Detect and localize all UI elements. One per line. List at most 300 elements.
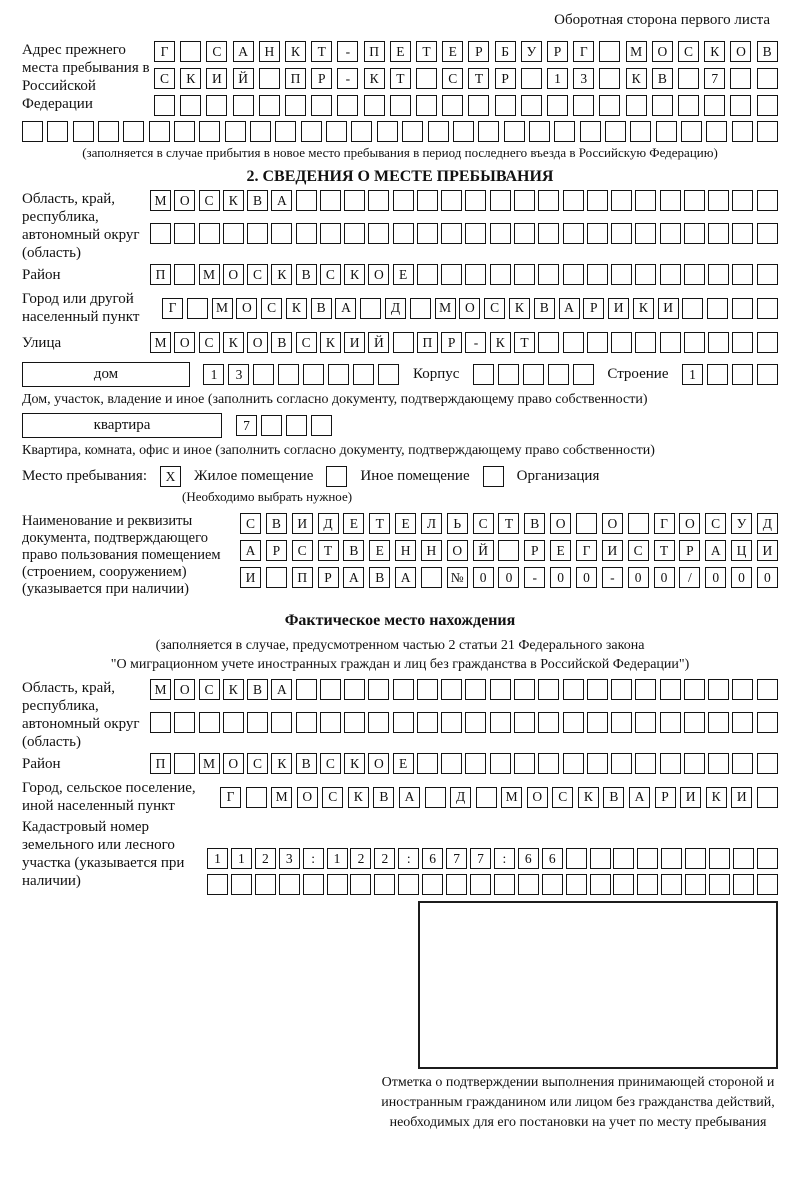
char-box[interactable]: 0: [731, 567, 752, 588]
char-box[interactable]: [351, 121, 372, 142]
char-box[interactable]: [470, 874, 491, 895]
char-box[interactable]: [417, 679, 438, 700]
char-box[interactable]: К: [344, 264, 365, 285]
char-box[interactable]: 1: [207, 848, 228, 869]
char-box[interactable]: [684, 332, 705, 353]
char-box[interactable]: [757, 95, 778, 116]
checkbox[interactable]: X: [160, 466, 181, 487]
char-box[interactable]: [590, 848, 611, 869]
char-box[interactable]: [247, 223, 268, 244]
char-box[interactable]: [250, 121, 271, 142]
char-box[interactable]: [425, 787, 446, 808]
char-box[interactable]: С: [154, 68, 175, 89]
char-box[interactable]: [441, 264, 462, 285]
char-box[interactable]: [732, 298, 753, 319]
char-box[interactable]: С: [322, 787, 343, 808]
char-box[interactable]: О: [247, 332, 268, 353]
char-box[interactable]: [635, 712, 656, 733]
char-box[interactable]: [587, 679, 608, 700]
char-box[interactable]: [576, 513, 597, 534]
char-box[interactable]: [563, 190, 584, 211]
char-box[interactable]: [123, 121, 144, 142]
char-box[interactable]: [393, 332, 414, 353]
char-box[interactable]: В: [266, 513, 287, 534]
char-box[interactable]: [154, 95, 175, 116]
char-box[interactable]: А: [240, 540, 261, 561]
char-box[interactable]: [706, 121, 727, 142]
char-box[interactable]: И: [757, 540, 778, 561]
char-box[interactable]: [613, 874, 634, 895]
char-box[interactable]: К: [704, 41, 725, 62]
char-box[interactable]: О: [652, 41, 673, 62]
char-box[interactable]: [580, 121, 601, 142]
char-box[interactable]: [605, 121, 626, 142]
char-box[interactable]: [465, 264, 486, 285]
char-box[interactable]: [635, 264, 656, 285]
char-box[interactable]: [337, 95, 358, 116]
char-box[interactable]: К: [706, 787, 727, 808]
char-box[interactable]: К: [271, 264, 292, 285]
char-box[interactable]: К: [364, 68, 385, 89]
char-box[interactable]: [732, 332, 753, 353]
char-box[interactable]: У: [521, 41, 542, 62]
char-box[interactable]: К: [271, 753, 292, 774]
char-box[interactable]: [660, 223, 681, 244]
char-box[interactable]: [635, 190, 656, 211]
char-box[interactable]: Д: [318, 513, 339, 534]
char-box[interactable]: 1: [203, 364, 224, 385]
char-box[interactable]: [611, 264, 632, 285]
char-box[interactable]: С: [199, 190, 220, 211]
char-box[interactable]: [626, 95, 647, 116]
char-box[interactable]: [563, 223, 584, 244]
char-box[interactable]: О: [459, 298, 480, 319]
char-box[interactable]: С: [473, 513, 494, 534]
char-box[interactable]: [504, 121, 525, 142]
char-box[interactable]: [368, 190, 389, 211]
char-box[interactable]: Р: [266, 540, 287, 561]
char-box[interactable]: [514, 753, 535, 774]
char-box[interactable]: [320, 679, 341, 700]
char-box[interactable]: К: [286, 298, 307, 319]
char-box[interactable]: [681, 121, 702, 142]
char-box[interactable]: [490, 190, 511, 211]
char-box[interactable]: [708, 223, 729, 244]
char-box[interactable]: [199, 712, 220, 733]
char-box[interactable]: А: [705, 540, 726, 561]
char-box[interactable]: [393, 190, 414, 211]
char-box[interactable]: К: [223, 332, 244, 353]
char-box[interactable]: [446, 874, 467, 895]
char-box[interactable]: [684, 190, 705, 211]
char-box[interactable]: [563, 712, 584, 733]
char-box[interactable]: [613, 848, 634, 869]
char-box[interactable]: О: [236, 298, 257, 319]
char-box[interactable]: К: [285, 41, 306, 62]
char-box[interactable]: [757, 264, 778, 285]
char-box[interactable]: [174, 223, 195, 244]
char-box[interactable]: -: [524, 567, 545, 588]
char-box[interactable]: [587, 223, 608, 244]
char-box[interactable]: Й: [368, 332, 389, 353]
char-box[interactable]: [757, 874, 778, 895]
char-box[interactable]: [757, 712, 778, 733]
char-box[interactable]: [529, 121, 550, 142]
char-box[interactable]: Р: [547, 41, 568, 62]
char-box[interactable]: [682, 298, 703, 319]
char-box[interactable]: Т: [369, 513, 390, 534]
char-box[interactable]: [707, 364, 728, 385]
char-box[interactable]: [661, 848, 682, 869]
char-box[interactable]: [538, 679, 559, 700]
char-box[interactable]: 0: [757, 567, 778, 588]
char-box[interactable]: [259, 95, 280, 116]
char-box[interactable]: 1: [547, 68, 568, 89]
char-box[interactable]: С: [678, 41, 699, 62]
char-box[interactable]: [441, 223, 462, 244]
char-box[interactable]: Т: [468, 68, 489, 89]
char-box[interactable]: [320, 223, 341, 244]
char-box[interactable]: [730, 95, 751, 116]
char-box[interactable]: [344, 223, 365, 244]
char-box[interactable]: В: [247, 190, 268, 211]
char-box[interactable]: Р: [495, 68, 516, 89]
char-box[interactable]: [660, 264, 681, 285]
char-box[interactable]: [377, 121, 398, 142]
char-box[interactable]: И: [292, 513, 313, 534]
char-box[interactable]: [301, 121, 322, 142]
char-box[interactable]: [465, 679, 486, 700]
char-box[interactable]: О: [368, 264, 389, 285]
char-box[interactable]: [311, 415, 332, 436]
char-box[interactable]: [441, 190, 462, 211]
char-box[interactable]: [514, 679, 535, 700]
char-box[interactable]: О: [297, 787, 318, 808]
char-box[interactable]: [326, 121, 347, 142]
char-box[interactable]: Е: [550, 540, 571, 561]
char-box[interactable]: [465, 223, 486, 244]
char-box[interactable]: [611, 679, 632, 700]
char-box[interactable]: К: [626, 68, 647, 89]
char-box[interactable]: В: [343, 540, 364, 561]
char-box[interactable]: [538, 332, 559, 353]
char-box[interactable]: [410, 298, 431, 319]
char-box[interactable]: [587, 190, 608, 211]
char-box[interactable]: [628, 513, 649, 534]
char-box[interactable]: М: [150, 190, 171, 211]
char-box[interactable]: К: [348, 787, 369, 808]
char-box[interactable]: [563, 679, 584, 700]
char-box[interactable]: [275, 121, 296, 142]
char-box[interactable]: С: [552, 787, 573, 808]
char-box[interactable]: С: [292, 540, 313, 561]
char-box[interactable]: С: [240, 513, 261, 534]
char-box[interactable]: [709, 848, 730, 869]
char-box[interactable]: Р: [441, 332, 462, 353]
char-box[interactable]: М: [435, 298, 456, 319]
char-box[interactable]: 6: [422, 848, 443, 869]
char-box[interactable]: [278, 364, 299, 385]
char-box[interactable]: [573, 364, 594, 385]
char-box[interactable]: А: [271, 679, 292, 700]
char-box[interactable]: [611, 223, 632, 244]
char-box[interactable]: [393, 712, 414, 733]
char-box[interactable]: [538, 190, 559, 211]
char-box[interactable]: М: [212, 298, 233, 319]
char-box[interactable]: [174, 121, 195, 142]
char-box[interactable]: И: [240, 567, 261, 588]
char-box[interactable]: [573, 95, 594, 116]
char-box[interactable]: 1: [231, 848, 252, 869]
char-box[interactable]: 7: [470, 848, 491, 869]
char-box[interactable]: [490, 223, 511, 244]
char-box[interactable]: [498, 540, 519, 561]
char-box[interactable]: [661, 874, 682, 895]
char-box[interactable]: [253, 364, 274, 385]
char-box[interactable]: О: [550, 513, 571, 534]
char-box[interactable]: [231, 874, 252, 895]
char-box[interactable]: 7: [704, 68, 725, 89]
char-box[interactable]: [344, 190, 365, 211]
char-box[interactable]: Р: [468, 41, 489, 62]
char-box[interactable]: [708, 753, 729, 774]
char-box[interactable]: Т: [390, 68, 411, 89]
char-box[interactable]: Г: [576, 540, 597, 561]
char-box[interactable]: С: [206, 41, 227, 62]
char-box[interactable]: [518, 874, 539, 895]
char-box[interactable]: О: [527, 787, 548, 808]
checkbox[interactable]: [326, 466, 347, 487]
char-box[interactable]: [538, 264, 559, 285]
char-box[interactable]: И: [680, 787, 701, 808]
char-box[interactable]: [393, 223, 414, 244]
char-box[interactable]: [733, 874, 754, 895]
char-box[interactable]: [587, 264, 608, 285]
char-box[interactable]: Р: [318, 567, 339, 588]
char-box[interactable]: [327, 874, 348, 895]
char-box[interactable]: [417, 712, 438, 733]
char-box[interactable]: [199, 223, 220, 244]
char-box[interactable]: К: [180, 68, 201, 89]
char-box[interactable]: [678, 68, 699, 89]
char-box[interactable]: Е: [390, 41, 411, 62]
char-box[interactable]: [757, 223, 778, 244]
char-box[interactable]: 0: [705, 567, 726, 588]
char-box[interactable]: [656, 121, 677, 142]
char-box[interactable]: О: [174, 679, 195, 700]
char-box[interactable]: [542, 874, 563, 895]
char-box[interactable]: [390, 95, 411, 116]
char-box[interactable]: А: [559, 298, 580, 319]
char-box[interactable]: [350, 874, 371, 895]
char-box[interactable]: [478, 121, 499, 142]
char-box[interactable]: [538, 223, 559, 244]
char-box[interactable]: [566, 848, 587, 869]
char-box[interactable]: В: [311, 298, 332, 319]
char-box[interactable]: [685, 848, 706, 869]
char-box[interactable]: [180, 95, 201, 116]
char-box[interactable]: Е: [369, 540, 390, 561]
char-box[interactable]: [538, 712, 559, 733]
char-box[interactable]: Й: [473, 540, 494, 561]
char-box[interactable]: [465, 712, 486, 733]
char-box[interactable]: С: [247, 264, 268, 285]
char-box[interactable]: [187, 298, 208, 319]
char-box[interactable]: В: [603, 787, 624, 808]
char-box[interactable]: [473, 364, 494, 385]
char-box[interactable]: К: [509, 298, 530, 319]
char-box[interactable]: Е: [395, 513, 416, 534]
char-box[interactable]: О: [174, 332, 195, 353]
char-box[interactable]: [521, 95, 542, 116]
char-box[interactable]: [206, 95, 227, 116]
char-box[interactable]: К: [223, 190, 244, 211]
char-box[interactable]: [599, 95, 620, 116]
char-box[interactable]: П: [417, 332, 438, 353]
char-box[interactable]: [587, 753, 608, 774]
char-box[interactable]: [660, 753, 681, 774]
char-box[interactable]: 3: [279, 848, 300, 869]
char-box[interactable]: С: [320, 264, 341, 285]
char-box[interactable]: [320, 712, 341, 733]
char-box[interactable]: 1: [682, 364, 703, 385]
char-box[interactable]: [416, 95, 437, 116]
char-box[interactable]: [261, 415, 282, 436]
char-box[interactable]: [286, 415, 307, 436]
char-box[interactable]: [757, 848, 778, 869]
char-box[interactable]: 3: [228, 364, 249, 385]
char-box[interactable]: 7: [236, 415, 257, 436]
char-box[interactable]: [296, 223, 317, 244]
char-box[interactable]: [233, 95, 254, 116]
char-box[interactable]: С: [705, 513, 726, 534]
char-box[interactable]: В: [271, 332, 292, 353]
char-box[interactable]: В: [247, 679, 268, 700]
char-box[interactable]: [279, 874, 300, 895]
char-box[interactable]: 0: [628, 567, 649, 588]
char-box[interactable]: М: [199, 753, 220, 774]
char-box[interactable]: [704, 95, 725, 116]
char-box[interactable]: И: [344, 332, 365, 353]
char-box[interactable]: И: [608, 298, 629, 319]
char-box[interactable]: Р: [655, 787, 676, 808]
char-box[interactable]: [660, 679, 681, 700]
char-box[interactable]: [660, 712, 681, 733]
char-box[interactable]: И: [602, 540, 623, 561]
char-box[interactable]: [374, 874, 395, 895]
char-box[interactable]: Р: [679, 540, 700, 561]
char-box[interactable]: Г: [162, 298, 183, 319]
char-box[interactable]: 2: [350, 848, 371, 869]
char-box[interactable]: [98, 121, 119, 142]
char-box[interactable]: О: [223, 753, 244, 774]
char-box[interactable]: [353, 364, 374, 385]
char-box[interactable]: Н: [395, 540, 416, 561]
char-box[interactable]: А: [271, 190, 292, 211]
char-box[interactable]: В: [757, 41, 778, 62]
checkbox[interactable]: [483, 466, 504, 487]
char-box[interactable]: В: [373, 787, 394, 808]
char-box[interactable]: [611, 190, 632, 211]
char-box[interactable]: [174, 264, 195, 285]
char-box[interactable]: [417, 753, 438, 774]
char-box[interactable]: [678, 95, 699, 116]
char-box[interactable]: [514, 264, 535, 285]
char-box[interactable]: [548, 364, 569, 385]
char-box[interactable]: Л: [421, 513, 442, 534]
char-box[interactable]: Д: [385, 298, 406, 319]
char-box[interactable]: 0: [550, 567, 571, 588]
char-box[interactable]: [498, 364, 519, 385]
char-box[interactable]: Т: [416, 41, 437, 62]
char-box[interactable]: [708, 679, 729, 700]
char-box[interactable]: [255, 874, 276, 895]
char-box[interactable]: [708, 712, 729, 733]
char-box[interactable]: [259, 68, 280, 89]
char-box[interactable]: 0: [498, 567, 519, 588]
char-box[interactable]: А: [343, 567, 364, 588]
char-box[interactable]: [442, 95, 463, 116]
char-box[interactable]: Т: [514, 332, 535, 353]
char-box[interactable]: [611, 332, 632, 353]
char-box[interactable]: В: [534, 298, 555, 319]
char-box[interactable]: Ц: [731, 540, 752, 561]
char-box[interactable]: П: [150, 753, 171, 774]
char-box[interactable]: [708, 332, 729, 353]
char-box[interactable]: [637, 848, 658, 869]
char-box[interactable]: [563, 332, 584, 353]
char-box[interactable]: [587, 332, 608, 353]
char-box[interactable]: [684, 679, 705, 700]
char-box[interactable]: С: [628, 540, 649, 561]
char-box[interactable]: Г: [654, 513, 675, 534]
char-box[interactable]: [417, 223, 438, 244]
char-box[interactable]: М: [199, 264, 220, 285]
char-box[interactable]: [476, 787, 497, 808]
char-box[interactable]: [757, 298, 778, 319]
char-box[interactable]: П: [364, 41, 385, 62]
char-box[interactable]: [635, 223, 656, 244]
char-box[interactable]: [368, 223, 389, 244]
char-box[interactable]: [521, 68, 542, 89]
char-box[interactable]: К: [490, 332, 511, 353]
char-box[interactable]: У: [731, 513, 752, 534]
char-box[interactable]: [378, 364, 399, 385]
char-box[interactable]: О: [679, 513, 700, 534]
char-box[interactable]: 1: [327, 848, 348, 869]
char-box[interactable]: 2: [374, 848, 395, 869]
char-box[interactable]: №: [447, 567, 468, 588]
char-box[interactable]: [421, 567, 442, 588]
char-box[interactable]: [441, 679, 462, 700]
char-box[interactable]: [441, 753, 462, 774]
char-box[interactable]: [149, 121, 170, 142]
char-box[interactable]: [514, 190, 535, 211]
char-box[interactable]: [563, 753, 584, 774]
char-box[interactable]: :: [398, 848, 419, 869]
char-box[interactable]: С: [484, 298, 505, 319]
char-box[interactable]: В: [652, 68, 673, 89]
char-box[interactable]: [303, 874, 324, 895]
char-box[interactable]: [732, 223, 753, 244]
char-box[interactable]: [757, 68, 778, 89]
char-box[interactable]: [635, 753, 656, 774]
char-box[interactable]: М: [150, 332, 171, 353]
char-box[interactable]: М: [626, 41, 647, 62]
char-box[interactable]: К: [344, 753, 365, 774]
char-box[interactable]: [303, 364, 324, 385]
char-box[interactable]: С: [261, 298, 282, 319]
